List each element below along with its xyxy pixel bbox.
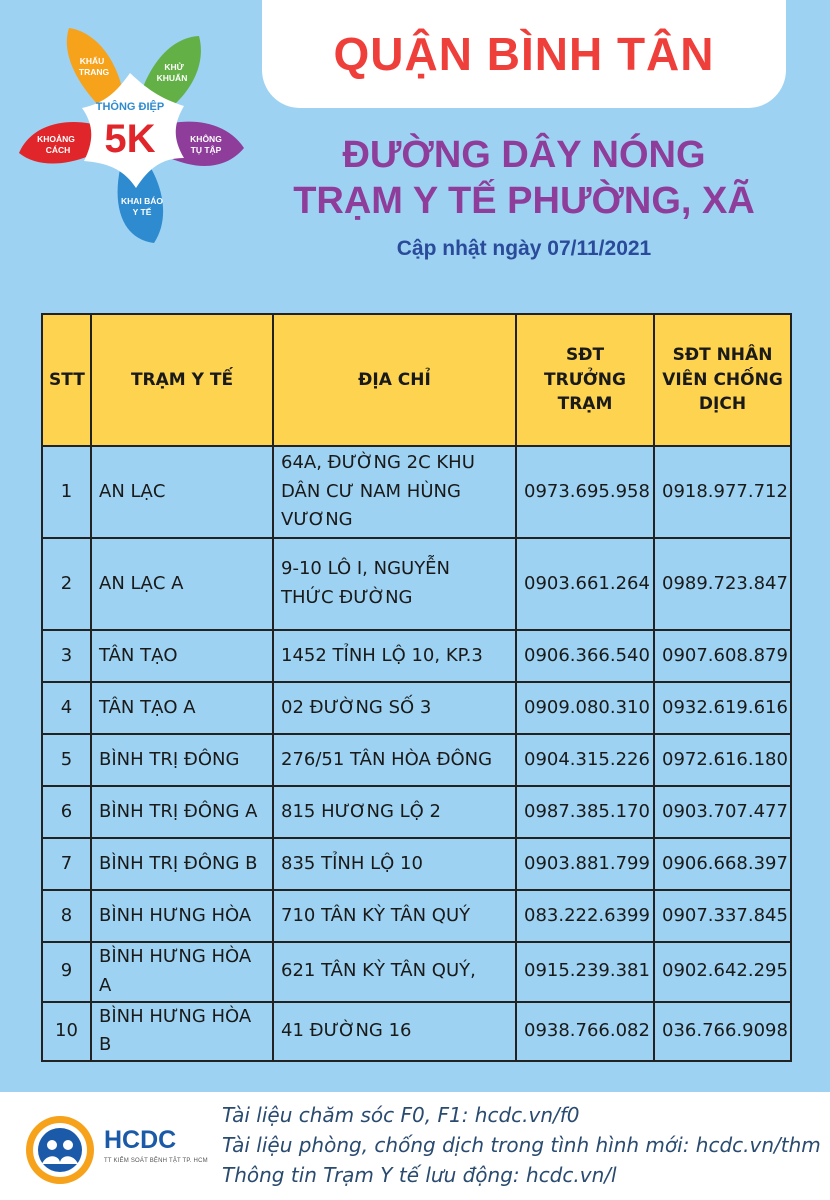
cell-station: BÌNH HƯNG HÒA bbox=[91, 890, 273, 942]
footer-links bbox=[222, 1100, 821, 1190]
cell-station: BÌNH TRỊ ĐÔNG bbox=[91, 734, 273, 786]
cell-stt: 4 bbox=[42, 682, 91, 734]
page-title: QUẬN BÌNH TÂN bbox=[333, 28, 715, 80]
cell-address: 64A, ĐƯỜNG 2C KHU DÂN CƯ NAM HÙNG VƯƠNG bbox=[273, 446, 516, 538]
header-head-phone: SĐT TRƯỞNG TRẠM bbox=[516, 314, 654, 446]
title-banner bbox=[262, 0, 786, 108]
link-new-situation[interactable]: Tài liệu phòng, chống dịch trong tình hình mới: hcdc.vn/thm bbox=[222, 1133, 821, 1157]
cell-staff-phone: 0932.619.616 bbox=[654, 682, 791, 734]
cell-staff-phone: 0902.642.295 bbox=[654, 942, 791, 1002]
cell-station: BÌNH HƯNG HÒA A bbox=[91, 942, 273, 1002]
cell-stt: 6 bbox=[42, 786, 91, 838]
cell-head-phone: 0915.239.381 bbox=[516, 942, 654, 1002]
link-f0-care[interactable]: Tài liệu chăm sóc F0, F1: hcdc.vn/f0 bbox=[222, 1103, 580, 1127]
cell-station: AN LẠC A bbox=[91, 538, 273, 630]
table-row bbox=[42, 838, 791, 890]
table-row bbox=[42, 538, 791, 630]
cell-stt: 8 bbox=[42, 890, 91, 942]
hcdc-name: HCDC bbox=[104, 1126, 177, 1154]
table-row bbox=[42, 630, 791, 682]
cell-staff-phone: 0907.337.845 bbox=[654, 890, 791, 942]
hcdc-subtitle: TT KIỂM SOÁT BỆNH TẬT TP. HCM bbox=[104, 1158, 208, 1164]
table-row bbox=[42, 446, 791, 538]
table-row bbox=[42, 734, 791, 786]
logo-petal-mask-1: KHẨU bbox=[79, 56, 105, 66]
cell-head-phone: 0973.695.958 bbox=[516, 446, 654, 538]
logo-petal-declare-2: Y TẾ bbox=[132, 207, 152, 217]
header-station: TRẠM Y TẾ bbox=[91, 314, 273, 446]
cell-head-phone: 0938.766.082 bbox=[516, 1002, 654, 1062]
cell-station: BÌNH TRỊ ĐÔNG B bbox=[91, 838, 273, 890]
cell-address: 815 HƯƠNG LỘ 2 bbox=[273, 786, 516, 838]
cell-head-phone: 0903.881.799 bbox=[516, 838, 654, 890]
table-row bbox=[42, 786, 791, 838]
logo-petal-distance-1: KHOẢNG bbox=[37, 134, 75, 144]
logo-petal-disinfect-2: KHUẨN bbox=[156, 73, 188, 83]
5k-message-logo bbox=[14, 18, 246, 248]
cell-head-phone: 0903.661.264 bbox=[516, 538, 654, 630]
cell-staff-phone: 0972.616.180 bbox=[654, 734, 791, 786]
logo-petal-mask-2: TRANG bbox=[78, 67, 110, 77]
logo-center-top: THÔNG ĐIỆP bbox=[95, 101, 165, 113]
cell-stt: 5 bbox=[42, 734, 91, 786]
logo-petal-declare-1: KHAI BÁO bbox=[120, 196, 164, 206]
link-mobile-station[interactable]: Thông tin Trạm Y tế lưu động: hcdc.vn/l bbox=[222, 1163, 617, 1187]
cell-stt: 1 bbox=[42, 446, 91, 538]
logo-petal-disinfect-1: KHỬ bbox=[164, 62, 184, 72]
cell-address: 835 TỈNH LỘ 10 bbox=[273, 838, 516, 890]
table-row bbox=[42, 682, 791, 734]
cell-address: 710 TÂN KỲ TÂN QUÝ bbox=[273, 890, 516, 942]
table-row bbox=[42, 942, 791, 1002]
cell-address: 41 ĐƯỜNG 16 bbox=[273, 1002, 516, 1062]
logo-5k: 5K bbox=[104, 117, 156, 161]
cell-head-phone: 0904.315.226 bbox=[516, 734, 654, 786]
cell-stt: 7 bbox=[42, 838, 91, 890]
table-header-row bbox=[42, 314, 791, 446]
cell-staff-phone: 0918.977.712 bbox=[654, 446, 791, 538]
cell-head-phone: 0909.080.310 bbox=[516, 682, 654, 734]
cell-address: 276/51 TÂN HÒA ĐÔNG bbox=[273, 734, 516, 786]
cell-address: 02 ĐƯỜNG SỐ 3 bbox=[273, 682, 516, 734]
header-address: ĐỊA CHỈ bbox=[273, 314, 516, 446]
cell-address: 621 TÂN KỲ TÂN QUÝ, bbox=[273, 942, 516, 1002]
cell-station: BÌNH HƯNG HÒA B bbox=[91, 1002, 273, 1062]
footer bbox=[0, 1092, 830, 1200]
cell-address: 1452 TỈNH LỘ 10, KP.3 bbox=[273, 630, 516, 682]
update-date: Cập nhật ngày 07/11/2021 bbox=[396, 237, 652, 260]
cell-head-phone: 083.222.6399 bbox=[516, 890, 654, 942]
hotline-table bbox=[41, 313, 792, 1062]
logo-petal-distance-2: CÁCH bbox=[45, 145, 71, 155]
subtitle-line-1: ĐƯỜNG DÂY NÓNG bbox=[342, 134, 706, 176]
cell-staff-phone: 0903.707.477 bbox=[654, 786, 791, 838]
cell-stt: 10 bbox=[42, 1002, 91, 1062]
table-row bbox=[42, 1002, 791, 1062]
cell-station: TÂN TẠO A bbox=[91, 682, 273, 734]
header-staff-phone: SĐT NHÂN VIÊN CHỐNG DỊCH bbox=[654, 314, 791, 446]
cell-staff-phone: 036.766.9098 bbox=[654, 1002, 791, 1062]
cell-station: TÂN TẠO bbox=[91, 630, 273, 682]
cell-address: 9-10 LÔ I, NGUYỄN THỨC ĐƯỜNG bbox=[273, 538, 516, 630]
cell-head-phone: 0906.366.540 bbox=[516, 630, 654, 682]
subtitle-line-2: TRẠM Y TẾ PHƯỜNG, XÃ bbox=[293, 180, 755, 222]
logo-petal-nogather-2: TỤ TẬP bbox=[190, 145, 222, 155]
cell-stt: 3 bbox=[42, 630, 91, 682]
cell-staff-phone: 0907.608.879 bbox=[654, 630, 791, 682]
logo-petal-nogather-1: KHÔNG bbox=[190, 134, 222, 144]
cell-station: AN LẠC bbox=[91, 446, 273, 538]
cell-stt: 9 bbox=[42, 942, 91, 1002]
cell-staff-phone: 0906.668.397 bbox=[654, 838, 791, 890]
hcdc-logo-icon bbox=[24, 1114, 96, 1186]
cell-head-phone: 0987.385.170 bbox=[516, 786, 654, 838]
header-stt: STT bbox=[42, 314, 91, 446]
cell-staff-phone: 0989.723.847 bbox=[654, 538, 791, 630]
table-row bbox=[42, 890, 791, 942]
cell-station: BÌNH TRỊ ĐÔNG A bbox=[91, 786, 273, 838]
cell-stt: 2 bbox=[42, 538, 91, 630]
